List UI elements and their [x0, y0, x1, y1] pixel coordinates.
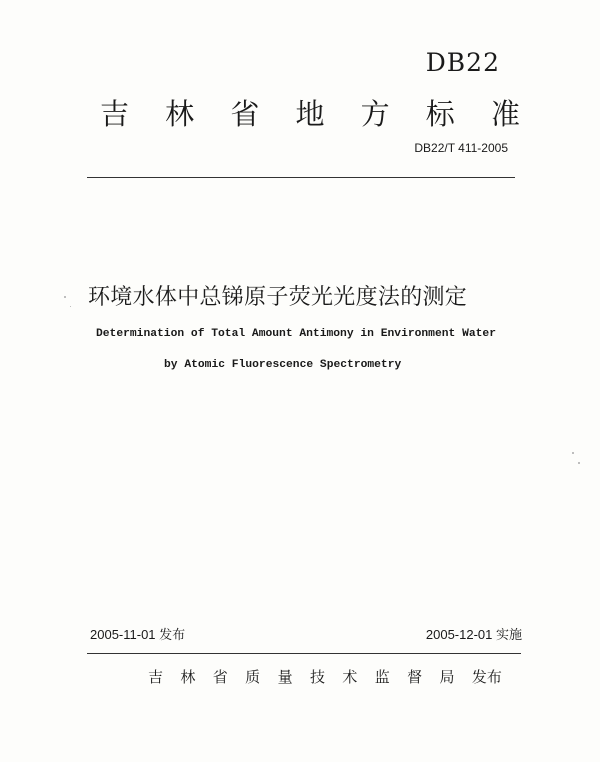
- scan-speck: [578, 462, 580, 464]
- issuing-authority: [148, 666, 502, 687]
- issuer-char: 林: [180, 668, 196, 686]
- standard-level-char: 地: [295, 97, 325, 131]
- standard-number: DB22/T 411-2005: [414, 141, 508, 155]
- issuer-char: 监: [374, 668, 390, 686]
- standard-code: DB22: [425, 48, 500, 77]
- document-title-english-line2: by Atomic Fluorescence Spectrometry: [164, 359, 402, 371]
- header-divider: [87, 177, 515, 178]
- standard-level-char: 准: [490, 97, 520, 131]
- footer-divider: [87, 653, 521, 654]
- issuer-char: 术: [342, 668, 358, 686]
- issuer-char: 省: [212, 668, 228, 686]
- issuer-action: 发布: [471, 668, 502, 686]
- standard-level-char: 方: [360, 97, 390, 131]
- standard-level-char: 标: [425, 97, 455, 131]
- scan-speck: [572, 452, 574, 454]
- scan-speck: [64, 296, 66, 298]
- issuer-char: 质: [245, 668, 261, 686]
- document-title-english-line1: Determination of Total Amount Antimony in Environment Water: [96, 328, 496, 340]
- issue-date: 2005-11-01 发布: [90, 627, 186, 642]
- standard-level-heading: [100, 92, 520, 133]
- implementation-date: 2005-12-01 实施: [425, 627, 522, 642]
- issuer-char: 技: [309, 668, 325, 686]
- document-title-chinese: 环境水体中总锑原子荧光光度法的测定: [88, 285, 468, 310]
- issuer-char: 吉: [148, 668, 164, 686]
- standard-level-char: 省: [230, 97, 260, 131]
- standard-level-char: 吉: [100, 97, 130, 131]
- issuer-char: 督: [407, 668, 423, 686]
- standard-level-char: 林: [165, 97, 195, 131]
- issuer-char: 量: [277, 668, 293, 686]
- scan-speck: [70, 306, 71, 307]
- issuer-char: 局: [439, 668, 455, 686]
